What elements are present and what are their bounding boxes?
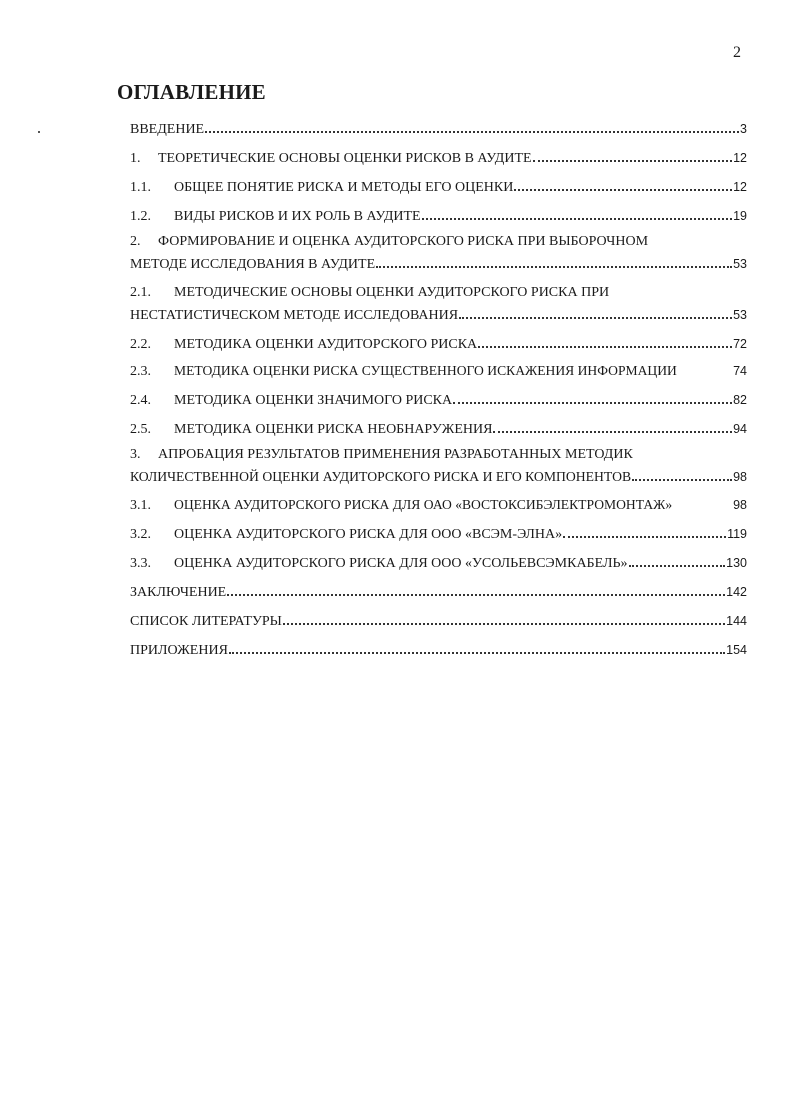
dot-leader xyxy=(376,252,732,268)
page-number: 2 xyxy=(733,44,741,61)
toc-entry-section-2-4[interactable] xyxy=(130,388,747,411)
toc-entry-title: АПРОБАЦИЯ РЕЗУЛЬТАТОВ ПРИМЕНЕНИЯ РАЗРАБОТАННЫХ МЕТОДИК xyxy=(158,447,633,462)
toc-entry-section-2-5[interactable] xyxy=(130,417,747,440)
toc-entry-title: СПИСОК ЛИТЕРАТУРЫ xyxy=(130,614,282,629)
toc-entry-number: 1.1. xyxy=(130,180,151,195)
dot-leader xyxy=(563,522,726,538)
toc-entry-page: 19 xyxy=(733,209,747,223)
toc-entry-number: 3. xyxy=(130,447,141,462)
toc-entry-section-2-1[interactable] xyxy=(130,282,747,326)
toc-entry-section-3-3[interactable] xyxy=(130,551,747,574)
toc-entry-title: ОЦЕНКА АУДИТОРСКОГО РИСКА ДЛЯ ОАО «ВОСТОКСИБЭЛЕКТРОМОНТАЖ» xyxy=(174,497,673,512)
toc-entry-section-3-2[interactable] xyxy=(130,522,747,545)
toc-entry-number: 3.3. xyxy=(130,556,151,571)
dot-leader xyxy=(632,465,732,481)
toc-entry-page: 12 xyxy=(733,180,747,194)
dot-leader xyxy=(459,303,732,319)
toc-entry-page: 94 xyxy=(733,422,747,436)
toc-entry-number: 3.1. xyxy=(130,498,151,513)
toc-entry-title: МЕТОДИКА ОЦЕНКИ АУДИТОРСКОГО РИСКА xyxy=(174,337,478,352)
toc-entry-title: ОЦЕНКА АУДИТОРСКОГО РИСКА ДЛЯ ООО «ВСЭМ-ЭЛНА» xyxy=(174,527,563,542)
toc-entry-title: ОБЩЕЕ ПОНЯТИЕ РИСКА И МЕТОДЫ ЕГО ОЦЕНКИ xyxy=(174,180,514,195)
toc-entry-title: ПРИЛОЖЕНИЯ xyxy=(130,643,228,658)
toc-entry-title: ТЕОРЕТИЧЕСКИЕ ОСНОВЫ ОЦЕНКИ РИСКОВ В АУДИТЕ xyxy=(158,151,532,166)
toc-entry-page: 82 xyxy=(733,393,747,407)
toc-entry-page: 142 xyxy=(726,585,747,599)
toc-entry-title: ЗАКЛЮЧЕНИЕ xyxy=(130,585,227,600)
toc-entry-section-3-1[interactable] xyxy=(130,494,747,516)
dot-leader xyxy=(229,638,725,654)
toc-entry-number: 1. xyxy=(130,151,141,166)
toc-entry-page: 144 xyxy=(726,614,747,628)
toc-entry-title: ВВЕДЕНИЕ xyxy=(130,122,205,137)
dot-leader xyxy=(422,204,733,220)
toc-entry-number: 2.3. xyxy=(130,364,151,379)
toc-entry-number: 3.2. xyxy=(130,527,151,542)
toc-entry-title: ВИДЫ РИСКОВ И ИХ РОЛЬ В АУДИТЕ xyxy=(174,209,421,224)
toc-entry-appendices[interactable] xyxy=(130,638,747,661)
dot-leader xyxy=(514,175,732,191)
toc-entry-chapter-2[interactable] xyxy=(130,231,747,275)
toc-entry-page: 3 xyxy=(740,122,747,136)
toc-entry-page: 119 xyxy=(727,527,747,541)
toc-entry-title: ОЦЕНКА АУДИТОРСКОГО РИСКА ДЛЯ ООО «УСОЛЬЕВСЭМКАБЕЛЬ» xyxy=(174,556,628,571)
toc-entry-section-1-1[interactable] xyxy=(130,175,747,198)
toc-entry-number: 2. xyxy=(130,234,141,249)
toc-entry-page: 74 xyxy=(733,364,747,378)
toc-entry-title: МЕТОДИЧЕСКИЕ ОСНОВЫ ОЦЕНКИ АУДИТОРСКОГО РИСКА ПРИ xyxy=(174,285,610,300)
toc-entry-references[interactable] xyxy=(130,609,747,632)
toc-entry-number: 1.2. xyxy=(130,209,151,224)
toc-entry-title: МЕТОДИКА ОЦЕНКИ РИСКА НЕОБНАРУЖЕНИЯ xyxy=(174,422,493,437)
scan-speck xyxy=(38,131,40,133)
toc-entry-page: 130 xyxy=(726,556,747,570)
dot-leader xyxy=(629,551,726,567)
dot-leader xyxy=(283,609,725,625)
toc-entry-title: МЕТОДИКА ОЦЕНКИ ЗНАЧИМОГО РИСКА xyxy=(174,393,453,408)
toc-entry-conclusion[interactable] xyxy=(130,580,747,603)
toc-entry-section-1-2[interactable] xyxy=(130,204,747,227)
toc-entry-title-continuation: МЕТОДЕ ИССЛЕДОВАНИЯ В АУДИТЕ xyxy=(130,257,376,272)
toc-entry-page: 72 xyxy=(733,337,747,351)
toc-entry-number: 2.1. xyxy=(130,285,151,300)
toc-entry-title-continuation: НЕСТАТИСТИЧЕСКОМ МЕТОДЕ ИССЛЕДОВАНИЯ xyxy=(130,308,459,323)
dot-leader xyxy=(227,580,725,596)
toc-entry-page: 12 xyxy=(733,151,747,165)
dot-leader xyxy=(205,117,739,133)
toc-entry-number: 2.5. xyxy=(130,422,151,437)
table-of-contents xyxy=(130,117,747,661)
toc-entry-number: 2.4. xyxy=(130,393,151,408)
toc-entry-section-2-2[interactable] xyxy=(130,332,747,355)
dot-leader xyxy=(453,388,732,404)
toc-entry-page: 154 xyxy=(726,643,747,657)
toc-entry-page: 53 xyxy=(733,257,747,271)
toc-entry-title-continuation: КОЛИЧЕСТВЕННОЙ ОЦЕНКИ АУДИТОРСКОГО РИСКА И ЕГО КОМПОНЕНТОВ xyxy=(130,469,632,484)
toc-entry-section-2-3[interactable] xyxy=(130,360,747,382)
toc-entry-title: МЕТОДИКА ОЦЕНКИ РИСКА СУЩЕСТВЕННОГО ИСКАЖЕНИЯ ИНФОРМАЦИИ xyxy=(174,363,677,378)
toc-entry-chapter-3[interactable] xyxy=(130,444,747,488)
toc-entry-number: 2.2. xyxy=(130,337,151,352)
dot-leader xyxy=(478,332,732,348)
dot-leader xyxy=(677,361,730,375)
toc-entry-title: ФОРМИРОВАНИЕ И ОЦЕНКА АУДИТОРСКОГО РИСКА ПРИ ВЫБОРОЧНОМ xyxy=(158,234,649,249)
toc-title: ОГЛАВЛЕНИЕ xyxy=(117,80,266,104)
toc-entry-chapter-1[interactable] xyxy=(130,146,747,169)
toc-entry-page: 98 xyxy=(733,498,747,512)
dot-leader xyxy=(493,417,732,433)
dot-leader xyxy=(533,146,733,162)
toc-entry-page: 53 xyxy=(733,308,747,322)
dot-leader xyxy=(672,495,733,509)
toc-entry-page: 98 xyxy=(733,470,747,484)
toc-entry-introduction[interactable] xyxy=(130,117,747,140)
